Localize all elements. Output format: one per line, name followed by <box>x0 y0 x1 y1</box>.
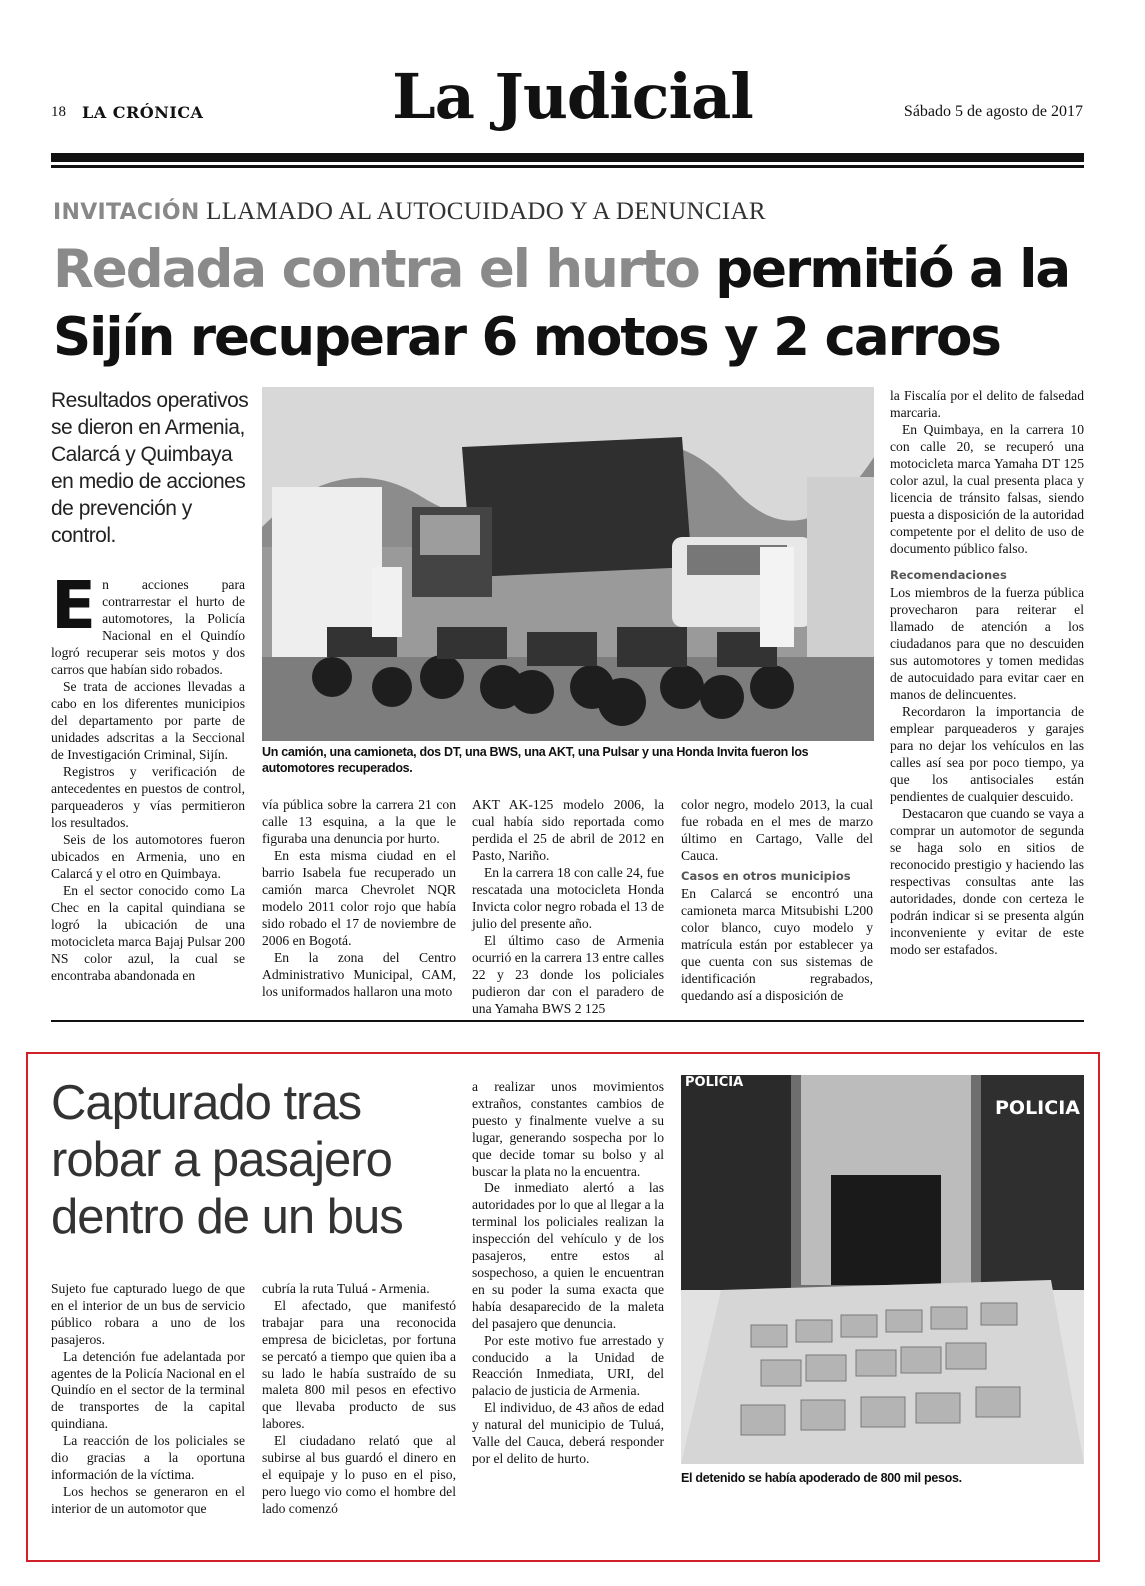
section-title: La Judicial <box>392 60 753 133</box>
second-photo-caption: El detenido se había apoderado de 800 mil pesos. <box>681 1471 962 1485</box>
paragraph: En el sector conocido como La Chec en la capital quindiana se logró la ubicación de una motocicleta marca Bajaj Pulsar 200 NS color azul, la cual se encontraba abandonada en <box>51 883 245 983</box>
subhead-other-municipalities: Casos en otros municipios <box>681 869 851 883</box>
paragraph: La detención fue adelantada por agentes de la Policía Nacional en el Quindío en el sector de la terminal de transportes de la capital quindiana. <box>51 1348 245 1432</box>
paragraph: Registros y verificación de antecedentes en puestos de control, parqueaderos y vías permitieron los resultados. <box>51 764 245 830</box>
paragraph: Por este motivo fue arrestado y conducido a la Unidad de Reacción Inmediata, URI, del palacio de justicia de Armenia. <box>472 1332 664 1399</box>
page-number: 18 <box>51 104 66 120</box>
section-divider <box>51 1020 1084 1022</box>
column-4 <box>681 796 873 1004</box>
second-column-3 <box>472 1079 664 1468</box>
main-photo-caption: Un camión, una camioneta, dos DT, una BWS, una AKT, una Pulsar y una Honda Invita fueron los automotores recuperados. <box>262 745 809 775</box>
column-5 <box>890 387 1084 958</box>
paragraph: En esta misma ciudad en el barrio Isabela fue recuperado un camión marca Chevrolet NQR modelo 2011 color rojo que había sido robado el 17 de noviembre de 2006 en Bogotá. <box>262 848 456 948</box>
article-deck: Resultados operativos se dieron en Armenia, Calarcá y Quimbaya en medio de acciones de prevención y control. <box>51 389 249 547</box>
paragraph: En la carrera 18 con calle 24, fue rescatada una motocicleta Honda Invicta color negro robada el 13 de julio del presente año. <box>472 865 664 931</box>
paragraph: la Fiscalía por el delito de falsedad marcaria. <box>890 388 1084 420</box>
paragraph: El ciudadano relató que al subirse al bus guardó el dinero en el equipaje y lo puso en el piso, pero luego vio como el hombre del lado comenzó <box>262 1433 456 1516</box>
paragraph: Seis de los automotores fueron ubicados en Armenia, uno en Calarcá y el otro en Quimbaya. <box>51 832 245 881</box>
paragraph: cubría la ruta Tuluá - Armenia. <box>262 1281 430 1296</box>
drop-cap: E <box>51 567 97 644</box>
paragraph: En Quimbaya, en la carrera 10 con calle 20, se recuperó una motocicleta marca Yamaha DT 125 color azul, la cual presenta placa y licencia de tránsito falsas, siendo puesta a disposición de la autoridad competente por el delito de uso de documento público falso. <box>890 422 1084 556</box>
paragraph: De inmediato alertó a las autoridades por lo que al llegar a la terminal los policiales realizan la inspección del vehículo y de los pasajeros, entre estos al sospechoso, a quien le encuentran en su poder la suma exacta que había desaparecido de la maleta del pasajero que denuncia. <box>472 1180 664 1331</box>
paragraph: El afectado, que manifestó trabajar para una reconocida empresa de bicicletas, por fortuna se percató a tiempo que quien iba a su lado le había sustraído de su maleta 800 mil pesos en efectivo que llevaba producto de sus labores. <box>262 1297 456 1432</box>
second-column-2 <box>262 1281 456 1518</box>
paragraph: Se trata de acciones llevadas a cabo en los diferentes municipios del departamento por parte de unidades adscritas a la Seccional de Investigación Criminal, Sijín. <box>51 679 245 762</box>
paragraph: El individuo, de 43 años de edad y natural del municipio de Tuluá, Valle del Cauca, deberá responder por el delito de hurto. <box>472 1400 664 1466</box>
headline-black-part: permitió a la Sijín recuperar 6 motos y 2 carros <box>53 239 1070 368</box>
paragraph: En la zona del Centro Administrativo Municipal, CAM, los uniformados hallaron una moto <box>262 950 456 999</box>
publication-date: Sábado 5 de agosto de 2017 <box>903 103 1083 120</box>
main-article-photo <box>262 387 874 741</box>
paragraph: En Calarcá se encontró una camioneta marca Mitsubishi L200 color blanco, cuyo modelo y matrícula están por establecer ya que cuenta con sus sistemas de identificación regrabados, quedando así a disposición de <box>681 886 873 1003</box>
headline-gray-part: Redada contra el hurto <box>53 239 699 300</box>
paragraph: Destacaron que cuando se vaya a comprar un automotor de segunda se haga solo en sitios de reconocido prestigio y haciendo las respectivas consultas ante las autoridades, donde con certeza le podrán indicar si se presenta algún inconveniente y evitar de este modo ser estafados. <box>890 806 1084 957</box>
paragraph: El último caso de Armenia ocurrió en la carrera 13 entre calles 22 y 23 donde los policiales pudieron dar con el paradero de una Yamaha BWS 2 125 <box>472 933 664 1016</box>
paragraph: AKT AK-125 modelo 2006, la cual había sido reportada como perdida el 25 de abril de 2012 en Pasto, Nariño. <box>472 797 664 863</box>
second-headline: Capturado tras robar a pasajero dentro de un bus <box>51 1076 403 1244</box>
paragraph: n acciones para contrarrestar el hurto de automotores, la Policía Nacional en el Quindío logró recuperar seis motos y dos carros que habían sido robados. <box>51 577 245 677</box>
masthead-rule-thin <box>51 165 1084 168</box>
column-2 <box>262 796 456 1000</box>
kicker-label: INVITACIÓN <box>53 200 200 225</box>
main-headline <box>53 236 1093 372</box>
kicker-text: LLAMADO AL AUTOCUIDADO Y A DENUNCIAR <box>206 198 766 225</box>
paragraph: Los hechos se generaron en el interior de un automotor que <box>51 1483 245 1516</box>
paragraph: a realizar unos movimientos extraños, constantes cambios de puesto y finalmente vuelve a su lugar, generando sospecha por lo que decide tomar su bolso y al buscar la plata no la encuentra. <box>472 1079 664 1179</box>
photo-illustration <box>681 1075 1084 1464</box>
second-article-photo <box>681 1075 1084 1464</box>
paragraph: La reacción de los policiales se dio gracias a la oportuna información de la víctima. <box>51 1433 245 1482</box>
kicker <box>53 198 766 226</box>
paragraph: Recordaron la importancia de emplear parqueaderos y garajes para no dejar los vehículos en las calles así sea por poco tiempo, ya que los antisociales están pendientes de cualquier descuido. <box>890 704 1084 804</box>
police-vest-label: POLICIA <box>995 1097 1080 1119</box>
paragraph: Sujeto fue capturado luego de que en el interior de un bus de servicio público robara a uno de los pasajeros. <box>51 1281 245 1347</box>
second-column-1 <box>51 1281 245 1518</box>
paragraph: Los miembros de la fuerza pública provecharon para reiterar el llamado de atención a los ciudadanos para que no descuiden sus automotores y tomen medidas de autocuidado para evitar caer en manos de delincuentes. <box>890 585 1084 702</box>
paragraph: vía pública sobre la carrera 21 con calle 13 esquina, a la que le figuraba una denuncia por hurto. <box>262 797 456 846</box>
column-1 <box>51 567 245 984</box>
paper-name: LA CRÓNICA <box>82 103 204 122</box>
photo-illustration <box>262 387 874 741</box>
masthead-rule <box>51 153 1084 162</box>
police-vest-label-left: POLICIA <box>685 1075 744 1090</box>
subhead-recommendations: Recomendaciones <box>890 568 1007 582</box>
column-3 <box>472 796 664 1017</box>
paragraph: color negro, modelo 2013, la cual fue robada en el mes de marzo último en Cartago, Valle del Cauca. <box>681 797 873 863</box>
